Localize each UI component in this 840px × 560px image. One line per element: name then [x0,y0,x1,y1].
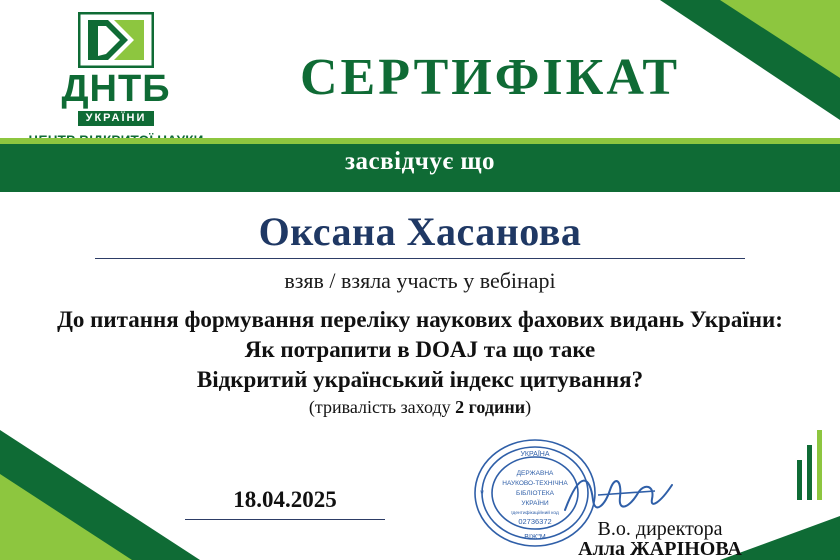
signatory-position: В.о. директора [597,518,723,540]
decor-bar-1 [797,460,802,500]
decor-bar-2 [807,445,812,500]
svg-text:БІБЛІОТЕКА: БІБЛІОТЕКА [516,490,554,497]
event-title-line-2: Як потрапити в DOAJ та що таке [244,337,596,362]
svg-text:НАУКОВО-ТЕХНІЧНА: НАУКОВО-ТЕХНІЧНА [502,480,568,487]
svg-text:ДЕРЖАВНА: ДЕРЖАВНА [516,470,554,477]
event-title-line-3: Відкритий український індекс цитування? [196,367,644,392]
event-duration [0,397,840,418]
attestation-band-accent [0,138,840,144]
organization-logo [16,8,216,128]
bottom-left-light-corner-decoration [0,474,132,560]
svg-text:УКРАЇНИ: УКРАЇНИ [521,500,549,507]
dntb-monogram-icon [78,12,154,68]
svg-text:02736372: 02736372 [518,517,552,526]
bottom-right-bars-decoration [797,430,822,500]
recipient-underline [95,258,745,259]
event-title-line-1: До питання формування переліку наукових фахових видань України: [57,307,783,332]
event-title [40,305,800,395]
svg-text:УКРАЇНА: УКРАЇНА [520,451,550,458]
logo-country: УКРАЇНИ [78,111,155,126]
duration-prefix: (тривалість заходу [308,397,456,417]
duration-value: 2 години [455,397,526,417]
recipient-name: Оксана Хасанова [258,209,582,254]
issue-date: 18.04.2025 [233,487,337,512]
participation-line: взяв / взяла участь у вебінарі [284,268,556,293]
signatory-name: Алла ЖАРІНОВА [578,538,742,560]
decor-bar-3 [817,430,822,500]
handwritten-signature-icon [560,465,680,525]
svg-text:ВІЖ"М: ВІЖ"М [524,534,546,541]
certificate-title: СЕРТИФІКАТ [299,49,681,106]
attestation-text: засвідчує що [345,148,495,175]
svg-text:*: * [479,488,485,500]
issue-date-underline [185,519,385,520]
duration-suffix: ) [525,397,532,417]
logo-acronym: ДНТБ [61,68,171,110]
svg-text:Ідентифікаційний код: Ідентифікаційний код [511,511,559,516]
